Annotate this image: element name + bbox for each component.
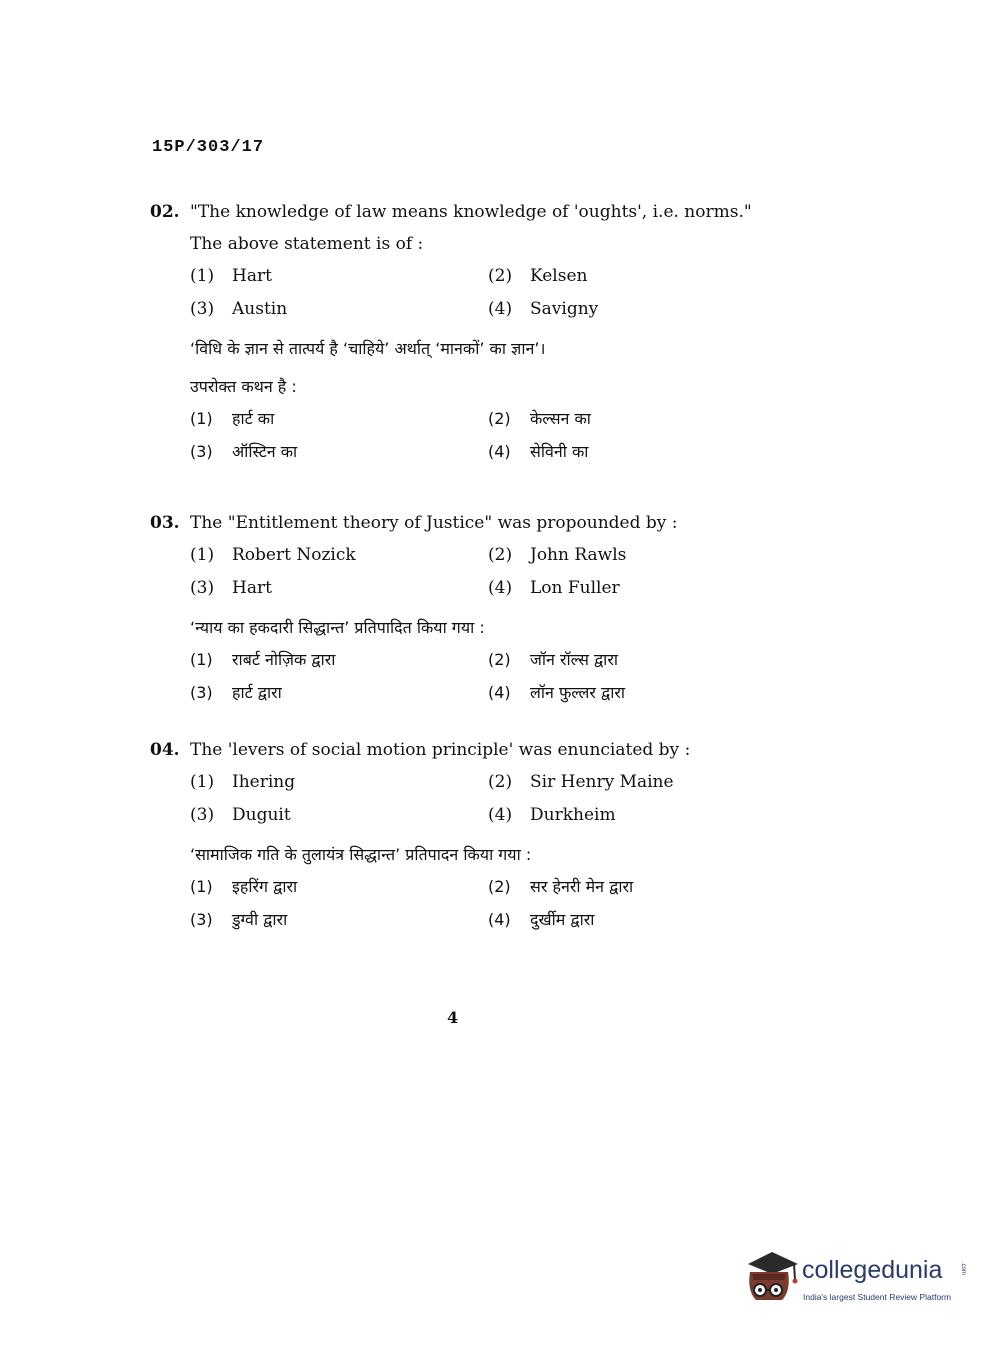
option-3-hindi: (3) ऑस्टिन का	[190, 442, 298, 461]
option-4-hindi: (4) दुर्खीम द्वारा	[488, 910, 595, 929]
option-3: (3) Duguit	[190, 805, 291, 825]
option-4: (4) Savigny	[488, 299, 599, 319]
question-text-hindi: ‘सामाजिक गति के तुलायंत्र सिद्धान्त’ प्रतिपादन किया गया :	[190, 845, 532, 864]
logo-tagline: India's largest Student Review Platform	[803, 1292, 952, 1302]
option-1-hindi: (1) इहरिंग द्वारा	[190, 877, 298, 896]
option-4: (4) Lon Fuller	[488, 578, 620, 598]
option-2: (2) John Rawls	[488, 545, 627, 565]
english-options	[190, 770, 770, 827]
question-text: "The knowledge of law means knowledge of 'oughts', i.e. norms."	[190, 202, 752, 222]
option-4: (4) Durkheim	[488, 805, 616, 825]
option-1: (1) Hart	[190, 266, 272, 286]
question-subtext: The above statement is of :	[190, 234, 424, 254]
question-number: 04.	[150, 740, 180, 760]
option-3: (3) Hart	[190, 578, 272, 598]
collegedunia-mascot-icon	[742, 1250, 800, 1312]
hindi-options	[190, 648, 770, 705]
option-4-hindi: (4) लॉन फुल्लर द्वारा	[488, 683, 626, 702]
option-3: (3) Austin	[190, 299, 288, 319]
hindi-options	[190, 407, 770, 464]
question-04	[150, 738, 770, 932]
question-03	[150, 511, 770, 705]
option-2-hindi: (2) जॉन रॉल्स द्वारा	[488, 650, 619, 669]
paper-code: 15P/303/17	[152, 138, 265, 157]
question-02	[150, 200, 770, 464]
option-2: (2) Kelsen	[488, 266, 588, 286]
option-3-hindi: (3) हार्ट द्वारा	[190, 683, 282, 702]
question-text: The "Entitlement theory of Justice" was propounded by :	[190, 513, 678, 533]
english-options	[190, 543, 770, 600]
option-4-hindi: (4) सेविनी का	[488, 442, 589, 461]
hindi-options	[190, 875, 770, 932]
option-2: (2) Sir Henry Maine	[488, 772, 674, 792]
english-options	[190, 264, 770, 321]
logo-dotcom: .com	[960, 1262, 966, 1276]
option-1-hindi: (1) राबर्ट नोज़िक द्वारा	[190, 650, 336, 669]
option-2-hindi: (2) सर हेनरी मेन द्वारा	[488, 877, 634, 896]
option-1: (1) Robert Nozick	[190, 545, 356, 565]
question-text: The 'levers of social motion principle' was enunciated by :	[190, 740, 691, 760]
collegedunia-logo	[742, 1250, 972, 1312]
option-3-hindi: (3) डुग्वी द्वारा	[190, 910, 288, 929]
question-number: 02.	[150, 202, 180, 222]
question-text-hindi: ‘विधि के ज्ञान से तात्पर्य है ‘चाहिये’ अर्थात् ‘मानकों’ का ज्ञान’।	[190, 339, 546, 358]
option-1: (1) Ihering	[190, 772, 296, 792]
page-number: 4	[447, 1008, 459, 1027]
question-subtext-hindi: उपरोक्त कथन है :	[190, 377, 297, 396]
option-2-hindi: (2) केल्सन का	[488, 409, 591, 428]
logo-wordmark: collegedunia	[802, 1256, 943, 1284]
question-number: 03.	[150, 513, 180, 533]
question-text-hindi: ‘न्याय का हकदारी सिद्धान्त’ प्रतिपादित किया गया :	[190, 618, 485, 637]
option-1-hindi: (1) हार्ट का	[190, 409, 275, 428]
